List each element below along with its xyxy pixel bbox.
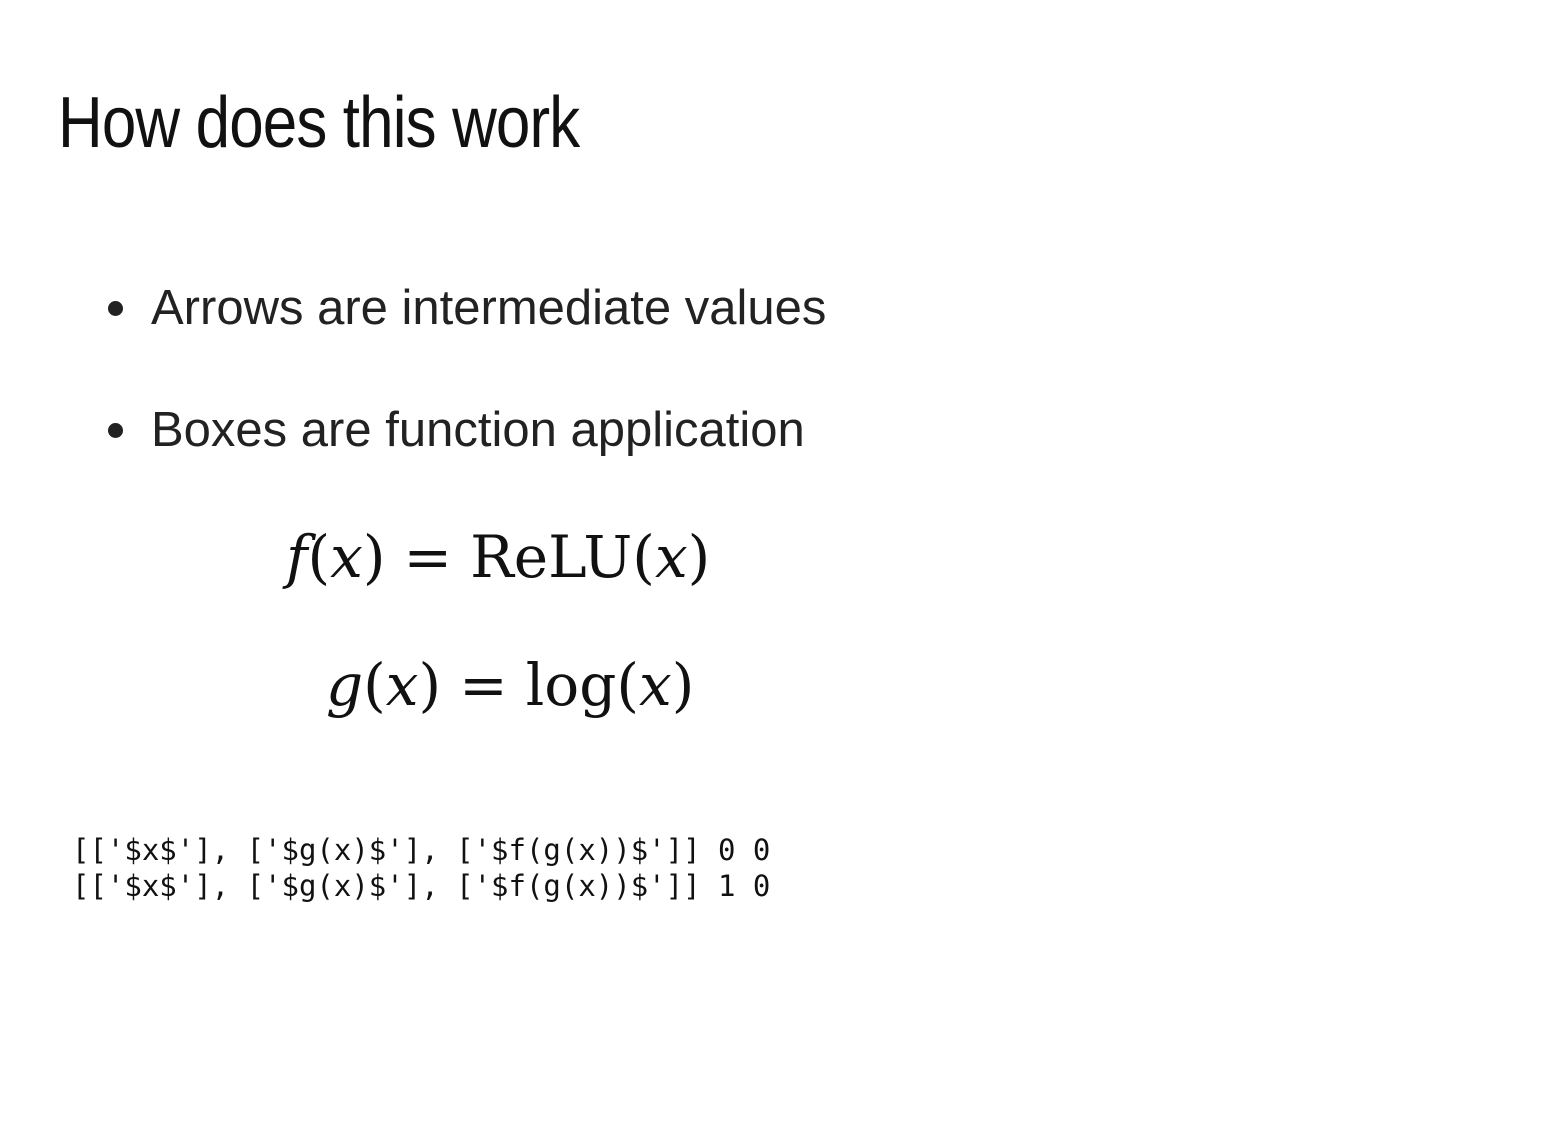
code-output [72,832,770,904]
bullet-dot-icon [108,301,123,316]
output-line: [['$x$'], ['$g(x)$'], ['$f(g(x))$']] 0 0 [72,833,771,867]
eq-f-func: ReLU [470,523,633,591]
bullet-text: Arrows are intermediate values [151,281,827,335]
bullet-text: Boxes are function application [151,403,805,457]
eq-g-equals: = [459,651,508,719]
eq-f-rhs-arg: x [654,523,688,591]
eq-g-arg: x [385,651,419,719]
eq-f-arg: x [330,523,363,591]
eq-g-rhs-arg: x [639,651,672,719]
equation-g: g(x) = log(x) [326,651,695,719]
bullet-item [108,402,805,458]
bullet-dot-icon [108,423,123,438]
slide-title: How does this work [58,83,580,163]
output-line: [['$x$'], ['$g(x)$'], ['$f(g(x))$']] 1 0 [72,869,771,903]
eq-g-func: log [525,651,617,719]
bullet-item [108,280,826,336]
eq-f-name: f [286,523,308,591]
eq-g-name: g [326,651,364,719]
eq-f-equals: = [403,523,453,591]
equation-f: f(x) = ReLU(x) [286,523,711,591]
